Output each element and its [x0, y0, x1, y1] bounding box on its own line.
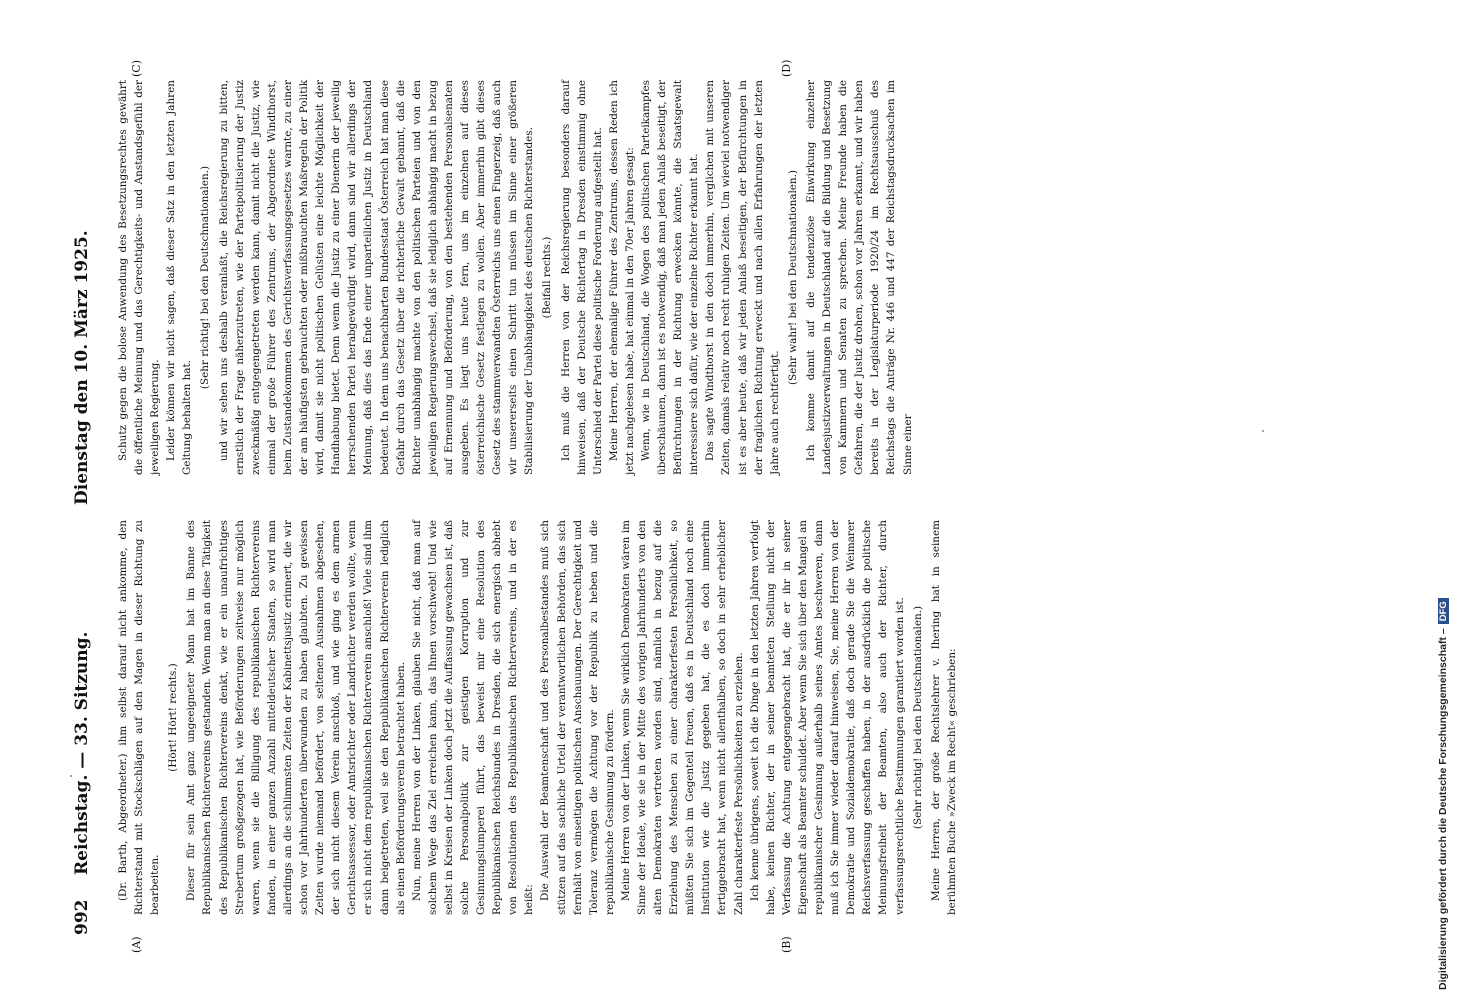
paragraph: Dieser für sein Amt ganz ungeeigneter Mann hat im Banne des Republikanischen Richtervereins gestanden. Wenn man an diese Tätigkeit des Republikanischen Richtervereins denkt, wie er ein unaufrichtiges Strebertum großgezogen hat, wie Beförderungen zeitweise nur möglich waren, wenn sie die Billigung des republikanischen Richtervereins fanden, in einer ganzen Anzahl mitteldeutscher Staaten, so wird man allerdings an die schlimmsten Zeiten der Kabinettsjustiz erinnert, die wir schon vor Jahrhunderten überwunden zu haben glaubten. Zu gewissen Zeiten wurde niemand befördert, von seltenen Ausnahmen abgesehen, der sich nicht diesem Verein anschloß, und wie ging es dem armen Gerichtsassessor, oder Amtsrichter oder Landrichter werden wollte, wenn er sich nicht dem republikanischen Richterverein anschloß! Viele sind ihm dann beigetreten, weil sie den Republikanischen Richterverein lediglich als einen Beförderungsverein betrachtet haben. — [185, 520, 407, 915]
paragraph: Meine Herren, der große Rechtslehrer v. Ihering hat in seinem berühmten Buche »Zweck im Recht« geschrieben: — [929, 520, 958, 915]
margin-marker-b: (B) — [780, 936, 793, 953]
session-title: Reichstag. — 33. Sitzung. — [72, 631, 92, 875]
rotated-page — [60, 59, 1360, 953]
paragraph: Wenn, wie in Deutschland, die Wogen des politischen Parteikampfes überschäumen, dann ist es notwendig, daß man jeden Anlaß beseitigt, der Befürchtungen in der Richtung erwecken könnte, die Staatsgewalt interessiere sich dafür, wie der einzelne Richter erkannt hat. — [640, 80, 701, 475]
paragraph: Das sagte Windthorst in den doch immerhin, verglichen mit unseren Zeiten, damals relativ noch recht ruhigen Zeiten. Um wieviel notwendiger ist es aber heute, daß wir jeden Anlaß beseitigen, der Befürchtungen in der fraglichen Richtung erweckt und nach allen Erfahrungen der letzten Jahre auch rechtfertigt. — [704, 80, 781, 475]
paragraph: (Hört! Hört! rechts.) — [167, 663, 180, 772]
right-column — [115, 80, 1355, 475]
paragraph: und wir sehen uns deshalb veranlaßt, die Reichsregierung zu bitten, ernstlich der Frage näherzutreten, wie der Parteipolitisierung der Justiz zweckmäßig entgegengetreten werden kann, damit nicht die Justiz, wie einmal der große Führer des Zentrums, der Abgeordnete Windthorst, beim Zustandekommen des Gerichtsverfassungsgesetzes warnte, zu einer der am häufigsten gebrauchten oder mißbrauchten Maßregeln der Politik wird, damit sie nicht politischen Gelüsten eine leichte Möglichkeit der Handhabung bietet. Denn wenn die Justiz zu einer Dienerin der jeweilig herrschenden Partei herabgewürdigt wird, dann sind wir allerdings der Meinung, daß dies das Ende einer unparteilichen Justiz in Deutschland bedeutet. In dem uns benachbarten Bundesstaat Österreich hat man diese Gefahr durch das Gesetz über die richterliche Gewalt gebannt, daß die Richter unabhängig machte von den politischen Parteien und von den jeweiligen Regierungswechsel, daß sie lediglich abhängig macht in bezug auf Ernennung und Beförderung, von den bestehenden Personalsenaten ausgeben. Es liegt uns heute fern, uns im einzelnen auf dieses österreichische Gesetz festlegen zu wollen. Aber immerhin gibt dieses Gesetz des stammverwandten Österreichs uns einen Fingerzeig, daß auch wir unsererseits einen Schritt tun müssen im Sinne einer größeren Stabilisierung der Unabhängigkeit des deutschen Richterstandes. — [217, 80, 536, 475]
paragraph: Leider können wir nicht sagen, daß dieser Satz in den letzten Jahren Geltung behalten hat. — [165, 80, 194, 475]
margin-marker-d: (D) — [780, 59, 793, 77]
page-number: 992 — [72, 899, 92, 935]
margin-marker-c: (C) — [130, 60, 143, 77]
paragraph: (Beifall rechts.) — [541, 236, 554, 319]
paragraph: Nun, meine Herren von der Linken, glauben Sie nicht, daß man auf solchem Wege das Ziel erreichen kann, das Ihnen vorschwebt! Und wie selbst in Kreisen der Linken doch jetzt die Auffassung gewachsen ist, daß solche Personalpolitik zur geistigen Korruption und zur Gesinnungslumperei führt, das beweist mir eine Resolution des Republikanischen Reichsbundes in Dresden, die sich energisch abhebt von Resolutionen des Republikanischen Richtervereins, und in der es heißt: — [410, 520, 536, 915]
session-date: Dienstag den 10. März 1925. — [72, 230, 92, 505]
credit-text: Digitalisierung gefördert durch die Deutsche Forschungsgemeinschaft – — [1437, 628, 1449, 990]
paragraph: Meine Herren von der Linken, wenn Sie wirklich Demokraten wären im Sinne der Ideale, wie sie in der Mitte des vorigen Jahrhunderts von den alten Demokraten vertreten worden sind, nämlich in bezug auf die Erziehung des Menschen zu einer charakterfesten Persönlichkeit, so müßten Sie sich im Gegenteil freuen, daß es in Deutschland noch eine Institution wie die Justiz gegeben hat, die es doch immerhin fertiggebracht hat, wenn nicht allenthalben, so doch in sehr erheblicher Zahl charakterfeste Persönlichkeiten zu erziehen. — [619, 520, 745, 915]
margin-marker-a: (A) — [130, 936, 143, 953]
paragraph: (Dr. Barth, Abgeordneter.) ihm selbst darauf nicht ankomme, den Richterstand mit Stockschlägen auf den Magen in dieser Richtung zu bearbeiten. — [117, 520, 162, 915]
paragraph: (Sehr wahr! bei den Deutschnationalen.) — [786, 170, 799, 385]
paragraph: Ich muß die Herren von der Reichsregierung besonders darauf hinweisen, daß der Deutsche Richtertag in Dresden einstimmig ohne Unterschied der Partei diese politische Forderung aufgestellt hat. — [559, 80, 604, 475]
paragraph: Die Auswahl der Beamtenschaft und des Personalbestandes muß sich stützen auf das sachliche Urteil der verantwortlichen Behörden, das sich fernhält von einseitigen politischen Anschauungen. Der Gerechtigkeit und Toleranz vermögen die Achtung vor der Republik zu heben und die republikanische Gesinnung zu fördern. — [539, 520, 616, 915]
paragraph: (Sehr richtig! bei den Deutschnationalen.) — [911, 605, 924, 830]
scan-speck — [70, 775, 72, 777]
digitization-credit — [1437, 5, 1457, 990]
page-header — [60, 65, 100, 935]
paragraph: Ich komme damit auf die tendenziöse Einwirkung einzelner Landesjustizverwaltungen in Deutschland auf die Bildung und Besetzung von Kammern und Senaten zu sprechen. Meine Freunde haben die Gefahren, die der Justiz drohen, schon vor Jahren erkannt, und wir haben bereits in der Legislaturperiode 1920/24 im Rechtsausschuß des Reichstags die Anträge Nr. 446 und 447 der Reichstagsdrucksachen im Sinne einer — [804, 80, 914, 475]
paragraph: Schutz gegen die bolose Anwendung des Besetzungsrechtes gewährt die öffentliche Meinung und das Gerechtigkeits- und Anstandsgefühl der jeweiligen Regierung. — [117, 80, 162, 475]
column-divider — [115, 499, 1350, 500]
paragraph: (Sehr richtig! bei den Deutschnationalen.) — [199, 165, 212, 390]
paragraph: Meine Herren, der ehemalige Führer des Zentrums, dessen Reden ich jetzt nachgelesen habe, hat einmal in den 70er Jahren gesagt: — [607, 80, 636, 475]
dfg-logo: DFG — [1438, 598, 1449, 624]
paragraph: Ich kenne übrigens, soweit ich die Dinge in den letzten Jahren verfolgt habe, keinen Richter, der in seiner beamteten Stellung nicht der Verfassung die Achtung entgegengebracht hat, die er ihr in seiner Eigenschaft als Beamter schuldet. Aber wenn Sie sich über den Mangel an republikanischer Gesinnung außerhalb seines Amtes beschweren, dann muß ich Sie immer wieder darauf hinweisen, Sie, meine Herren von der Demokratie und Sozialdemokratie, daß doch gerade Sie die Weimarer Reichsverfassung geschaffen haben, in der ausdrücklich die politische Meinungsfreiheit der Beamten, also auch der Richter, durch verfassungsrechtliche Bestimmungen garantiert worden ist. — [748, 520, 906, 915]
scan-speck — [1262, 430, 1264, 432]
left-column — [115, 520, 1355, 915]
